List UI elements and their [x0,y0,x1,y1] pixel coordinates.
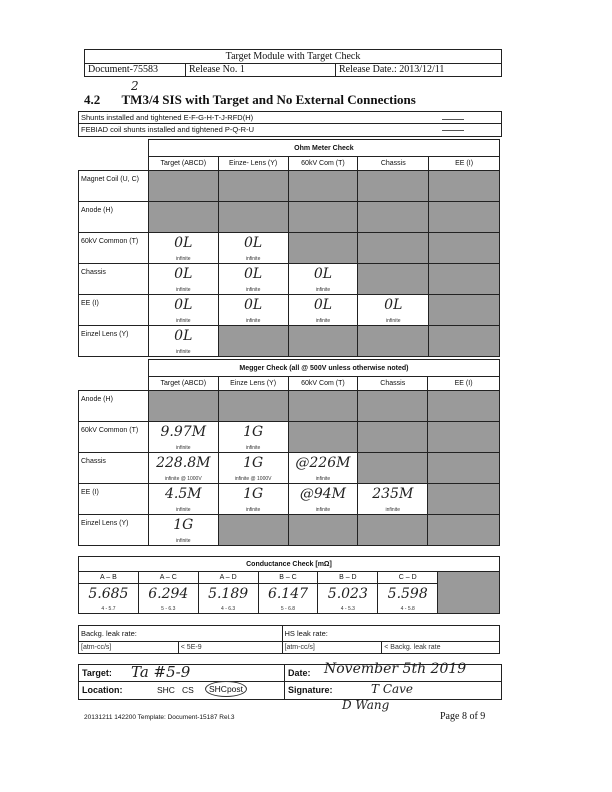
backg-units: [atm-cc/s] [79,642,179,654]
check-mark-1 [442,119,464,120]
target-label: Target: [82,668,112,678]
ohm-sub: infinite [245,256,261,262]
ohm-sub: infinite [315,318,331,324]
checklist-shunts: Shunts installed and tightened E-F-G-H-T-J-RFD(H) [79,112,501,124]
cond-range: 4 - 5.3 [340,606,355,612]
megger-col-ee: EE (I) [428,377,500,391]
target-value: Ta #5-9 [131,663,191,681]
ohm-sub: infinite [176,349,191,355]
backg-leak-label: Backg. leak rate: [79,626,283,642]
cond-reading: 5.189 [208,586,249,602]
ohm-title: Ohm Meter Check [148,140,499,157]
ohm-row-anode: Anode (H) [79,202,149,233]
location-label: Location: [82,685,123,695]
signoff-box [78,661,502,700]
megger-col-60kv: 60kV Com (T) [288,377,358,391]
cond-reading: 6.147 [267,586,309,602]
date-value: November 5th 2019 [324,661,467,677]
megger-sub: infinite @ 1000V [164,476,202,482]
megger-row-einzel-lens: Einzel Lens (Y) [79,515,149,546]
cond-range: 4 - 6.3 [221,606,236,612]
ohm-reading: 0L [244,266,263,282]
cond-reading: 5.685 [88,586,129,602]
cond-col-ad: A – D [198,572,258,584]
ohm-sub: infinite [176,318,191,324]
signature-label: Signature: [288,685,333,695]
ohm-row-chassis: Chassis [79,264,149,295]
signature-value-2: D Wang [342,698,390,712]
cond-range: 4 - 5.8 [400,606,415,612]
ohm-reading: 0L [174,266,193,282]
signature-value: T Cave [371,682,414,696]
megger-col-einzel: Einze Lens (Y) [218,377,288,391]
ohm-sub: infinite [245,287,261,293]
location-option-shc: SHC [157,685,175,695]
hs-units: [atm-cc/s] [282,642,382,654]
ohm-reading: 0L [174,328,193,344]
leak-rate-table [78,625,500,654]
conductance-title: Conductance Check [mΩ] [79,557,500,572]
megger-row-chassis: Chassis [79,453,149,484]
ohm-col-target: Target (ABCD) [148,157,218,171]
cond-col-cd: C – D [378,572,438,584]
ohm-sub: infinite [386,318,401,324]
megger-reading: 9.97M [160,424,207,440]
ohm-reading: 0L [174,235,193,251]
megger-reading: 228.8M [156,455,211,471]
megger-col-chassis: Chassis [358,377,428,391]
location-option-cs: CS [182,685,194,695]
section-number: 4.2 [84,92,101,107]
ohm-col-60kv: 60kV Com (T) [288,157,358,171]
megger-sub: infinite @ 1000V [234,476,272,482]
section-heading [84,92,416,108]
cond-range: 5 - 6.8 [280,606,296,612]
hs-leak-label: HS leak rate: [282,626,500,642]
cond-reading: 5.023 [327,586,368,602]
cond-reading: 5.598 [387,586,428,602]
location-option-shcpost: SHCpost [205,681,247,697]
megger-sub: infinite [245,507,261,513]
megger-sub: infinite [315,507,331,513]
megger-sub: infinite [176,445,191,451]
cond-col-bc: B – C [258,572,318,584]
ohm-reading: 0L [244,235,263,251]
ohm-reading: 0L [313,266,333,282]
megger-reading: 1G [243,486,264,502]
megger-reading: 235M [372,486,414,502]
ohm-reading: 0L [174,297,193,313]
megger-sub: infinite [315,476,331,482]
document-title: Target Module with Target Check [225,51,361,62]
megger-title: Megger Check (all @ 500V unless otherwise noted) [148,360,499,377]
megger-sub: infinite [176,507,191,513]
megger-row-anode: Anode (H) [79,391,149,422]
ohm-row-60kv-common: 60kV Common (T) [79,233,149,264]
cond-col-ab: A – B [79,572,139,584]
header-meta-row [84,63,502,77]
cond-col-ac: A – C [138,572,198,584]
megger-sub: infinite [245,445,261,451]
hs-spec: < Backg. leak rate [382,642,500,654]
conductance-table [78,556,500,614]
ohm-col-einzel: Einze- Lens (Y) [218,157,288,171]
ohm-row-magnet-coil: Magnet Coil (U, C) [79,171,149,202]
megger-reading: @94M [299,486,346,502]
cond-reading: 6.294 [148,586,189,602]
ohm-reading: 0L [384,297,403,313]
ohm-col-ee: EE (I) [429,157,500,171]
ohm-meter-table [78,139,500,357]
cond-col-bd: B – D [318,572,378,584]
ohm-row-ee: EE (I) [79,295,149,326]
footer-template: 20131211 142200 Template: Document-15187 Rel.3 [84,714,235,721]
ohm-row-einzel-lens: Einzel Lens (Y) [79,326,149,357]
ohm-sub: infinite [315,287,331,293]
ohm-reading: 0L [313,297,333,313]
checklist-febiad: FEBIAD coil shunts installed and tightened P-Q-R-U [81,125,254,134]
megger-sub: infinite [385,507,400,513]
megger-reading: @226M [295,455,351,471]
megger-row-ee: EE (I) [79,484,149,515]
megger-reading: 1G [243,455,264,471]
ohm-col-chassis: Chassis [358,157,429,171]
megger-reading: 1G [173,517,194,533]
ohm-sub: infinite [176,287,191,293]
ohm-sub: infinite [245,318,261,324]
footer-page: Page 8 of 9 [440,711,486,722]
backg-spec: < 5E-9 [178,642,282,654]
megger-reading: 4.5M [164,486,202,502]
ohm-sub: infinite [176,256,191,262]
megger-row-60kv-common: 60kV Common (T) [79,422,149,453]
release-number: Release No. 1 [185,63,245,76]
megger-table [78,359,500,546]
date-label: Date: [288,668,311,678]
section-handwritten-correction: 2 [131,79,139,93]
checklist-box [78,111,502,137]
header-title-box [84,49,502,64]
megger-col-target: Target (ABCD) [148,377,218,391]
section-title: TM3/4 SIS with Target and No External Connections [121,92,416,107]
document-number: Document-75583 [88,64,158,75]
megger-sub: infinite [176,538,191,544]
check-mark-2 [442,130,464,131]
cond-range: 5 - 6.3 [161,606,176,612]
megger-reading: 1G [243,424,264,440]
release-date: Release Date.: 2013/12/11 [335,63,444,76]
ohm-reading: 0L [244,297,263,313]
cond-range: 4 - 5.7 [101,606,116,612]
